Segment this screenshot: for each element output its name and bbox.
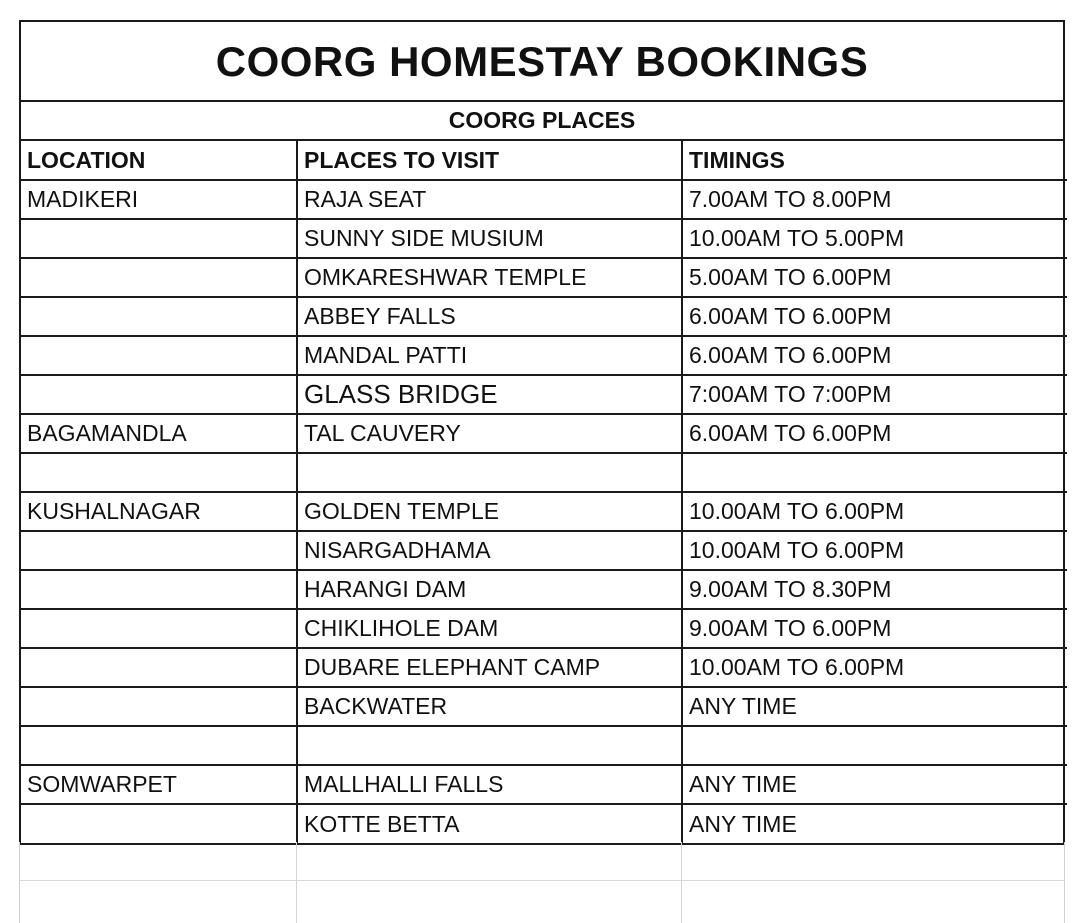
empty-grid-area [19,842,1065,923]
grid-line [681,842,682,923]
booking-sheet [19,20,1065,845]
timing-cell: ANY TIME [682,765,1067,804]
header-timings: TIMINGS [682,141,1067,180]
timing-cell [682,726,1067,765]
place-cell: GLASS BRIDGE [297,375,682,414]
place-cell: BACKWATER [297,687,682,726]
table-row [21,765,1067,804]
location-cell [21,609,297,648]
place-cell: HARANGI DAM [297,570,682,609]
location-cell [21,726,297,765]
table-row [21,414,1067,453]
timing-cell: 7.00AM TO 8.00PM [682,180,1067,219]
places-table [21,141,1067,843]
sheet-title: COORG HOMESTAY BOOKINGS [21,22,1063,102]
place-cell: MANDAL PATTI [297,336,682,375]
header-row [21,141,1067,180]
location-cell [21,531,297,570]
timing-cell [682,453,1067,492]
header-places: PLACES TO VISIT [297,141,682,180]
location-cell [21,687,297,726]
timing-cell: 6.00AM TO 6.00PM [682,336,1067,375]
table-row [21,453,1067,492]
timing-cell: 10.00AM TO 6.00PM [682,531,1067,570]
location-cell: KUSHALNAGAR [21,492,297,531]
table-row [21,492,1067,531]
table-row [21,570,1067,609]
place-cell: TAL CAUVERY [297,414,682,453]
grid-line [20,880,1064,881]
place-cell: RAJA SEAT [297,180,682,219]
timing-cell: 9.00AM TO 8.30PM [682,570,1067,609]
table-row [21,219,1067,258]
location-cell: BAGAMANDLA [21,414,297,453]
table-row [21,375,1067,414]
timing-cell: 7:00AM TO 7:00PM [682,375,1067,414]
timing-cell: 5.00AM TO 6.00PM [682,258,1067,297]
place-cell: GOLDEN TEMPLE [297,492,682,531]
location-cell [21,258,297,297]
place-cell [297,726,682,765]
timing-cell: 10.00AM TO 6.00PM [682,648,1067,687]
place-cell: KOTTE BETTA [297,804,682,843]
grid-line [296,842,297,923]
table-row [21,648,1067,687]
sheet-subtitle: COORG PLACES [21,102,1063,141]
location-cell [21,648,297,687]
table-row [21,531,1067,570]
location-cell [21,804,297,843]
table-row [21,726,1067,765]
header-location: LOCATION [21,141,297,180]
place-cell [297,453,682,492]
timing-cell: 6.00AM TO 6.00PM [682,414,1067,453]
location-cell [21,375,297,414]
location-cell [21,570,297,609]
place-cell: NISARGADHAMA [297,531,682,570]
table-row [21,180,1067,219]
table-row [21,687,1067,726]
place-cell: DUBARE ELEPHANT CAMP [297,648,682,687]
place-cell: ABBEY FALLS [297,297,682,336]
table-row [21,336,1067,375]
table-row [21,258,1067,297]
place-cell: OMKARESHWAR TEMPLE [297,258,682,297]
table-row [21,297,1067,336]
timing-cell: 9.00AM TO 6.00PM [682,609,1067,648]
table-row [21,804,1067,843]
location-cell [21,453,297,492]
location-cell: SOMWARPET [21,765,297,804]
place-cell: SUNNY SIDE MUSIUM [297,219,682,258]
place-cell: MALLHALLI FALLS [297,765,682,804]
timing-cell: 10.00AM TO 6.00PM [682,492,1067,531]
timing-cell: 10.00AM TO 5.00PM [682,219,1067,258]
table-row [21,609,1067,648]
location-cell [21,219,297,258]
timing-cell: 6.00AM TO 6.00PM [682,297,1067,336]
location-cell [21,336,297,375]
location-cell: MADIKERI [21,180,297,219]
timing-cell: ANY TIME [682,804,1067,843]
location-cell [21,297,297,336]
timing-cell: ANY TIME [682,687,1067,726]
place-cell: CHIKLIHOLE DAM [297,609,682,648]
